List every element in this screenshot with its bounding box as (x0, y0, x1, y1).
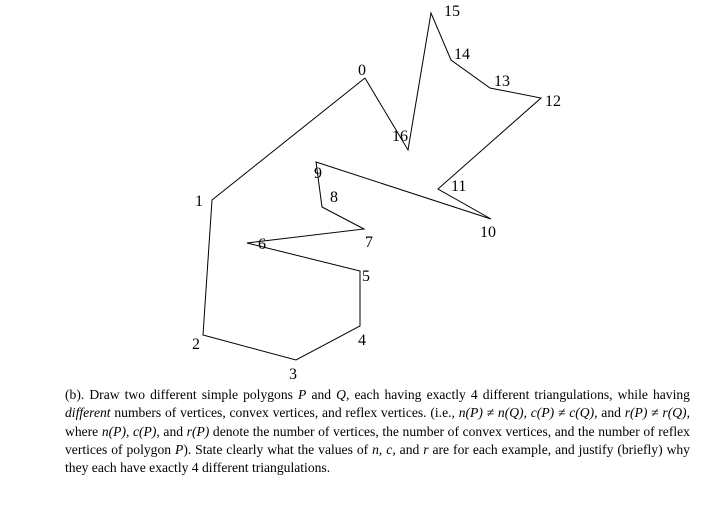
polygon-edges (203, 13, 541, 360)
vertex-label-0: 0 (358, 62, 366, 79)
vertex-label-2: 2 (192, 336, 200, 353)
vertex-label-10: 10 (480, 224, 496, 241)
caption-text: , and (156, 423, 184, 439)
math-rP: r(P) (186, 423, 210, 439)
math-nP: n(P) (101, 423, 126, 439)
caption-text: , and (594, 405, 621, 421)
caption-text: , and (392, 441, 420, 457)
caption-text: numbers of vertices, convex vertices, and reflex vertices. (i.e., (114, 405, 455, 421)
math-r: r (423, 441, 429, 457)
vertex-label-15: 15 (444, 3, 460, 20)
math-n: n (372, 441, 379, 457)
vertex-label-5: 5 (362, 268, 370, 285)
caption-text: , where (65, 405, 690, 439)
math-c-neq: c(P) ≠ c(Q) (530, 405, 595, 421)
caption-text: , each having exactly 4 different triangulations, while having (346, 387, 690, 402)
vertex-label-11: 11 (451, 178, 467, 195)
question-label: (b). (65, 387, 85, 402)
vertex-label-1: 1 (195, 193, 203, 210)
caption-text: , (378, 441, 383, 457)
caption-text: , (523, 405, 527, 421)
vertex-label-16: 16 (392, 128, 408, 145)
vertex-label-6: 6 (258, 236, 266, 253)
vertex-label-13: 13 (494, 73, 510, 90)
vertex-label-9: 9 (314, 165, 322, 182)
polygon-outline (203, 13, 541, 360)
math-cP: c(P) (133, 423, 157, 439)
math-n-neq: n(P) ≠ n(Q) (458, 405, 524, 421)
caption-text: denote the number of vertices, the number of convex vertices, and the number of reflex vertices of polygon (65, 423, 690, 457)
math-c: c (386, 441, 393, 457)
math-P: P (298, 387, 307, 402)
caption-text: , (125, 423, 130, 439)
vertex-label-4: 4 (358, 332, 366, 349)
math-P: P (175, 441, 184, 457)
caption-text: Draw two different simple polygons (89, 387, 293, 402)
caption-text: and (311, 387, 332, 402)
vertex-labels (192, 3, 561, 380)
vertex-label-8: 8 (330, 189, 338, 206)
vertex-label-14: 14 (454, 46, 470, 63)
math-r-neq: r(P) ≠ r(Q) (624, 405, 687, 421)
math-Q: Q (336, 387, 346, 402)
vertex-label-3: 3 (289, 366, 297, 380)
emphasis-different: different (65, 405, 111, 421)
question-text (65, 386, 690, 477)
caption-text: are for each example, and justify (briefly) why they each have exactly 4 different triangulations. (65, 441, 690, 476)
caption-text: ). State clearly what the values of (183, 441, 369, 457)
vertex-label-7: 7 (365, 234, 373, 251)
vertex-label-12: 12 (545, 93, 561, 110)
